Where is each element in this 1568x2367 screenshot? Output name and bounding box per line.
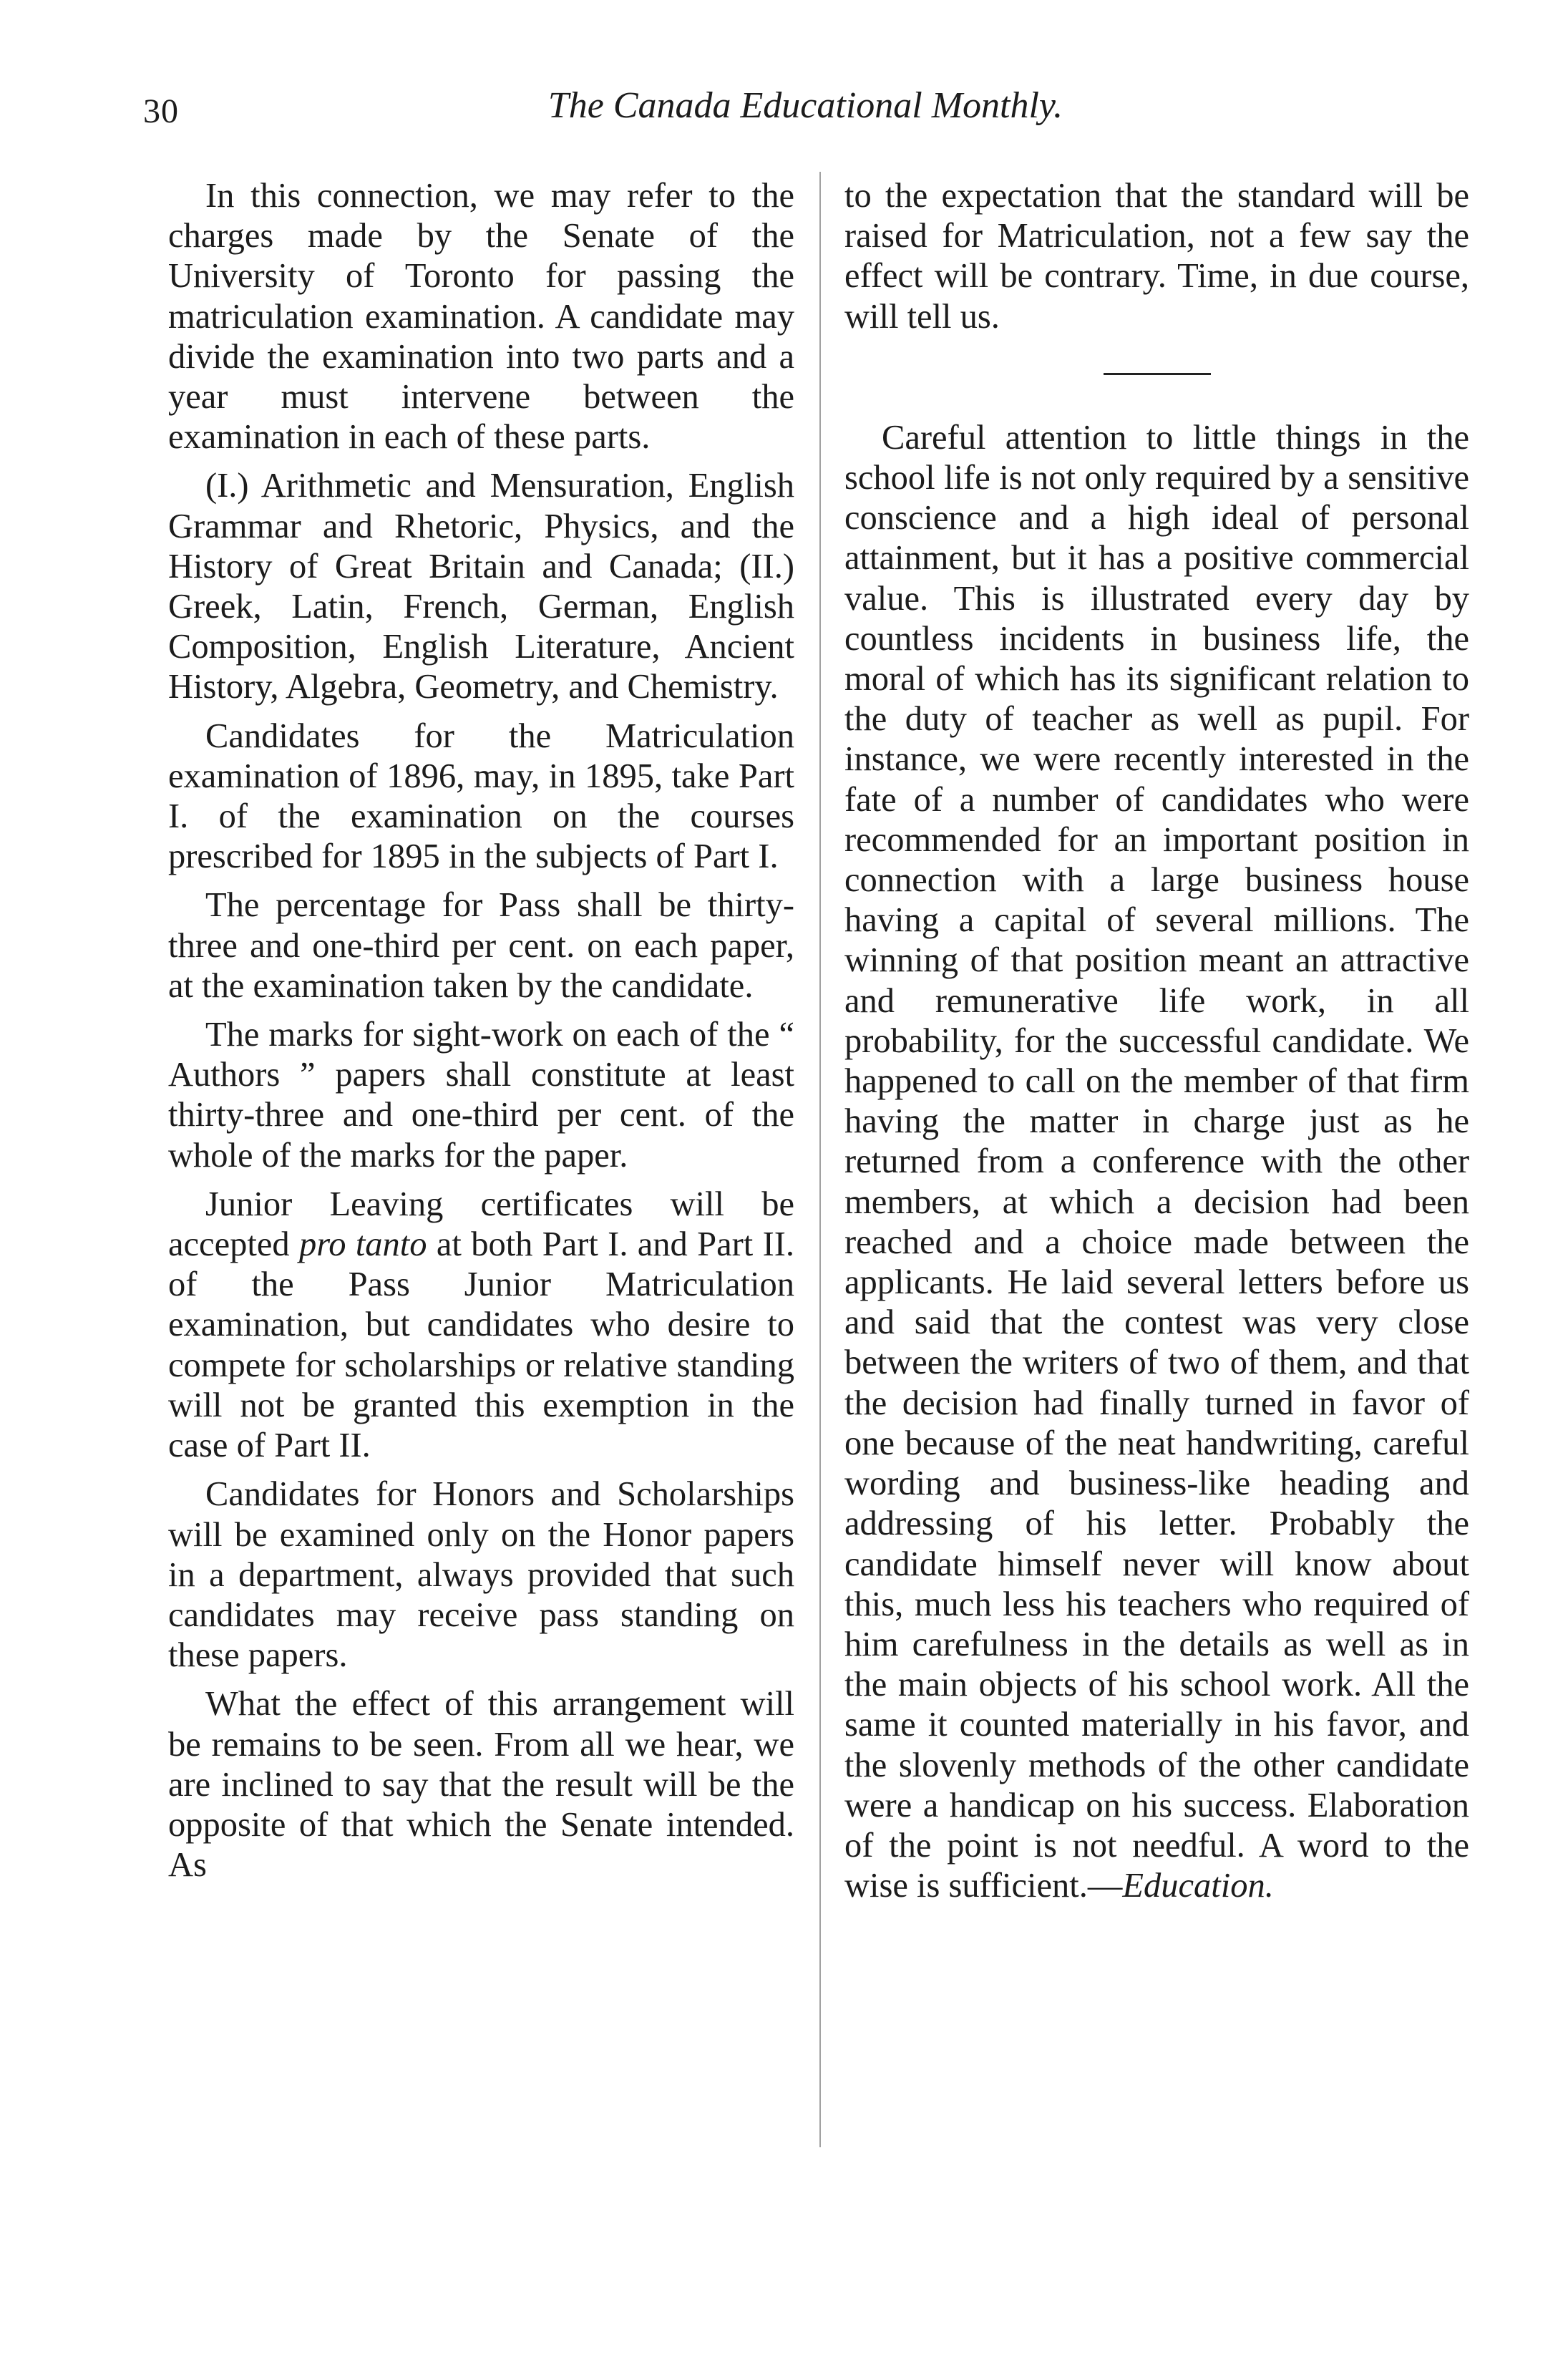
article-body-text: Careful attention to little things in the school life is not only required by a sensitive conscience and a high ideal of personal attainment, but it has a positive commercial value. This is illustrated every day by countless incidents in business life, the moral of which has its significant relation to the duty of teacher as well as pupil. For instance, we were recently interested in the fate of a number of candidates who were recommended for an important position in connection with a large business house having a capital of several millions. The winning of that position meant an attractive and remunerative life work, in all probability, for the successful candidate. We happened to call on the member of that firm having the matter in charge just as he returned from a conference with the other members, at which a decision had been reached and a choice made between the applicants. He laid several letters before us and said that the contest was very close between the writers of two of them, and that the decision had finally turned in favor of one because of the neat handwriting, careful wording and business-like heading and addressing of his letter. Probably the candidate himself never will know about this, much less his teachers who required of him carefulness in the details as well as in the main objects of his school work. All the same it counted materially in his favor, and the slovenly methods of the other candidate were a handicap on his success. Elaboration of the point is not needful. A word to the wise is sufficient.— [844, 418, 1469, 1905]
paragraph-subjects: (I.) Arithmetic and Mensuration, English Grammar and Rhetoric, Physics, and the History of Great Britain and Canada; (II.) Greek, Latin, French, German, English Composition, English Literature, Ancient History, Algebra, Geometry, and Chemistry. [168, 467, 794, 706]
junior-leaving-text-b: at both Part I. and Part II. of the Pass Junior Matriculation examination, but candidates who desire to compete for scholarships or relative standing will not be granted this exemption in the case of Part II. [168, 1225, 795, 1465]
paragraph-intro: In this connection, we may refer to the charges made by the Senate of the University of Toronto for passing the matriculation examination. A candidate may divide the examination into two parts and a year must intervene between the examination in each of these parts. [168, 177, 794, 457]
left-column [168, 176, 794, 1894]
paragraph-effect: What the effect of this arrangement will be remains to be seen. From all we hear, we are inclined to say that the result will be the opposite of that which the Senate intended. As [168, 1685, 794, 1885]
paragraph-honors: Candidates for Honors and Scholarships will be examined only on the Honor papers in a department, always provided that such candidates may receive pass standing on these papers. [168, 1475, 794, 1675]
junior-leaving-text-a: Junior Leaving certificates will be accepted [168, 1185, 794, 1264]
right-column [844, 176, 1469, 1915]
paragraph-candidates-1896: Candidates for the Matriculation examination of 1896, may, in 1895, take Part I. of the examination on the courses prescribed for 1895 in the subjects of Part I. [168, 716, 794, 876]
paragraph-junior-leaving [168, 1185, 794, 1466]
page-number: 30 [143, 92, 179, 130]
paragraph-sight-work: The marks for sight-work on each of the “ Authors ” papers shall constitute at least thirty-three and one-third per cent. of the whole of the marks for the paper. [168, 1016, 794, 1175]
source-attribution: Education. [1122, 1867, 1274, 1905]
column-separator [819, 172, 821, 2147]
paragraph-careful-attention [844, 418, 1469, 1907]
paragraph-pass-percentage: The percentage for Pass shall be thirty-three and one-third per cent. on each paper, at the examination taken by the candidate. [168, 886, 794, 1005]
section-divider [1104, 373, 1211, 375]
running-head: The Canada Educational Monthly. [547, 85, 1063, 126]
pro-tanto-italic: pro tanto [298, 1225, 427, 1264]
paragraph-continuation: to the expectation that the standard will be raised for Matriculation, not a few say the effect will be contrary. Time, in due course, will tell us. [844, 177, 1469, 336]
